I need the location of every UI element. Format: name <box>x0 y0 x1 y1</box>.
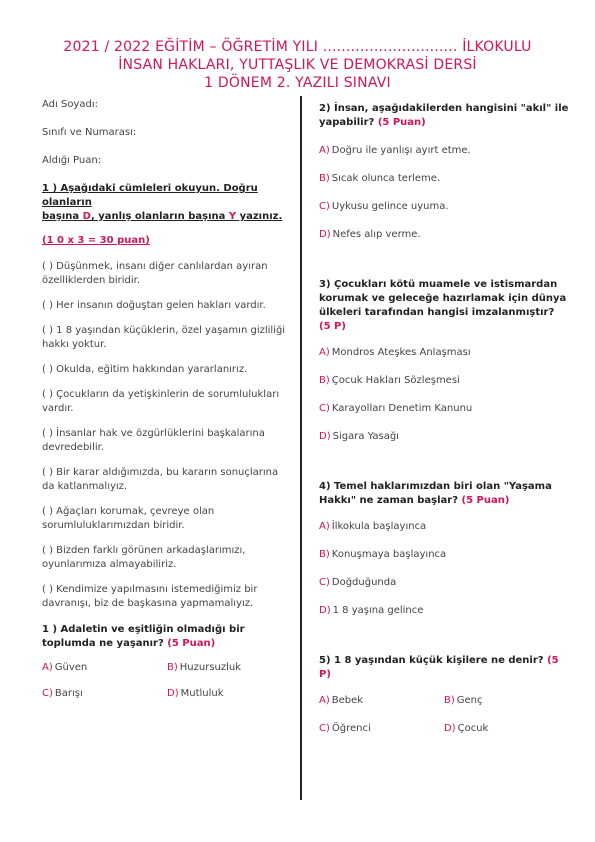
option-text: 1 8 yaşına gelince <box>332 605 424 616</box>
tf-item-5: ( ) Çocukların da yetişkinlerin de sorumlulukları vardır. <box>42 389 280 414</box>
option-letter: D) <box>319 431 331 442</box>
q3-option-b[interactable] <box>319 374 569 388</box>
tf-item-4: ( ) Okulda, eğitim hakkından yararlanırız. <box>42 364 248 375</box>
instruction-b2: , yanlış olanların başına <box>90 211 229 222</box>
option-letter: D) <box>319 229 331 240</box>
option-letter: C) <box>319 577 330 588</box>
q4-option-b[interactable] <box>319 548 569 562</box>
q5-option-d[interactable] <box>444 722 569 736</box>
option-text: Güven <box>54 662 88 673</box>
option-text: Genç <box>456 695 483 706</box>
option-letter: B) <box>319 375 330 386</box>
q5-option-b[interactable] <box>444 694 569 708</box>
question-3-points: (5 P) <box>319 321 346 332</box>
q4-option-d[interactable] <box>319 604 569 618</box>
header-exam: 1 DÖNEM 2. YAZILI SINAVI <box>204 75 391 91</box>
instruction-b1: başına <box>42 211 83 222</box>
q5-options-row2 <box>319 722 569 736</box>
option-letter: B) <box>167 662 178 673</box>
instruction-y: Y <box>228 211 237 222</box>
question-4-text: 4) Temel haklarımızdan biri olan "Yaşama Hakkı" ne zaman başlar? <box>319 481 552 506</box>
question-left-text: 1 ) Adaletin ve eşitliğin olmadığı bir toplumda ne yaşanır? <box>42 624 245 649</box>
question-2-text: 2) İnsan, aşağıdakilerden hangisini "akıl" ile yapabilir? <box>319 103 569 128</box>
question-3-title <box>319 278 569 334</box>
option-text: Huzursuzluk <box>179 662 242 673</box>
question-left-options-row1 <box>42 661 292 675</box>
option-text: Doğru ile yanlışı ayırt etme. <box>331 145 471 156</box>
option-c[interactable] <box>42 687 167 701</box>
option-a[interactable] <box>42 661 167 675</box>
q3-option-a[interactable] <box>319 346 569 360</box>
option-b[interactable] <box>167 661 292 675</box>
option-text: Mutluluk <box>180 688 224 699</box>
option-letter: D) <box>167 688 179 699</box>
q2-option-b[interactable] <box>319 172 569 186</box>
column-divider <box>300 96 302 800</box>
exam-header <box>0 38 595 92</box>
tf-item-8: ( ) Ağaçları korumak, çevreye olan sorumluluklarımızdan biridir. <box>42 506 215 531</box>
instruction-d: D <box>82 211 91 222</box>
option-text: Nefes alıp verme. <box>332 229 421 240</box>
question-5-points: (5 P) <box>319 655 559 680</box>
option-text: Mondros Ateşkes Anlaşması <box>331 347 471 358</box>
question-2-points: (5 Puan) <box>377 117 426 128</box>
option-letter: C) <box>319 723 330 734</box>
option-text: Çocuk Hakları Sözleşmesi <box>331 375 460 386</box>
tf-item-2: ( ) Her insanın doğuştan gelen hakları vardır. <box>42 300 266 311</box>
header-course: İNSAN HAKLARI, YUTTAŞLIK VE DEMOKRASİ DERSİ <box>118 57 477 73</box>
question-3-text: 3) Çocukları kötü muamele ve istismardan korumak ve geleceğe hazırlamak için dünya ülkeleri tarafından hangisi imzalanmıştır? <box>319 279 567 318</box>
option-text: Konuşmaya başlayınca <box>331 549 447 560</box>
option-letter: A) <box>319 145 330 156</box>
tf-item-9: ( ) Bizden farklı görünen arkadaşlarımızı, oyunlarımıza almayabiliriz. <box>42 545 246 570</box>
header-school-year: 2021 / 2022 EĞİTİM – ÖĞRETİM YILI ............................. İLKOKULU <box>63 39 532 55</box>
section1-points: (1 0 x 3 = 30 puan) <box>42 235 150 246</box>
option-text: Sigara Yasağı <box>332 431 399 442</box>
option-text: Çocuk <box>457 723 489 734</box>
right-column <box>319 98 569 736</box>
option-text: Sıcak olunca terleme. <box>331 173 441 184</box>
question-2-title <box>319 102 569 130</box>
instruction-b3: yazınız. <box>236 211 283 222</box>
question-left-options-row2 <box>42 687 292 701</box>
tf-item-1: ( ) Düşünmek, insanı diğer canlılardan ayıran özelliklerden biridir. <box>42 261 268 286</box>
option-letter: B) <box>319 549 330 560</box>
question-4-title <box>319 480 569 508</box>
section1-instruction <box>42 182 292 224</box>
q5-option-c[interactable] <box>319 722 444 736</box>
option-d[interactable] <box>167 687 292 701</box>
tf-item-7: ( ) Bir karar aldığımızda, bu kararın sonuçlarına da katlanmalıyız. <box>42 467 279 492</box>
option-text: Uykusu gelince uyuma. <box>331 201 449 212</box>
option-letter: A) <box>42 662 53 673</box>
student-score-label: Aldığı Puan: <box>42 155 102 166</box>
option-letter: B) <box>319 173 330 184</box>
instruction-line-a: 1 ) Aşağıdaki cümleleri okuyun. Doğru olanların <box>42 183 258 208</box>
option-text: Bebek <box>331 695 364 706</box>
instruction-line-b <box>42 210 292 224</box>
option-letter: D) <box>444 723 456 734</box>
option-letter: A) <box>319 347 330 358</box>
option-letter: A) <box>319 521 330 532</box>
question-left-title <box>42 623 292 651</box>
question-4-points: (5 Puan) <box>461 495 510 506</box>
question-left-points: (5 Puan) <box>167 638 216 649</box>
q3-option-d[interactable] <box>319 430 569 444</box>
student-name-label: Adı Soyadı: <box>42 99 98 110</box>
option-letter: C) <box>319 201 330 212</box>
tf-item-6: ( ) İnsanlar hak ve özgürlüklerini başkalarına devredebilir. <box>42 428 265 453</box>
option-letter: C) <box>319 403 330 414</box>
question-5-title <box>319 654 569 682</box>
option-text: Doğduğunda <box>331 577 397 588</box>
q5-option-a[interactable] <box>319 694 444 708</box>
left-column <box>42 98 292 701</box>
option-text: Öğrenci <box>331 723 371 734</box>
option-letter: C) <box>42 688 53 699</box>
q4-option-a[interactable] <box>319 520 569 534</box>
q3-option-c[interactable] <box>319 402 569 416</box>
option-text: Karayolları Denetim Kanunu <box>331 403 473 414</box>
option-text: Barışı <box>54 688 83 699</box>
option-text: İlkokula başlayınca <box>331 521 427 532</box>
student-class-label: Sınıfı ve Numarası: <box>42 127 137 138</box>
tf-item-3: ( ) 1 8 yaşından küçüklerin, özel yaşamın gizliliği hakkı yoktur. <box>42 325 286 350</box>
option-letter: A) <box>319 695 330 706</box>
option-letter: D) <box>319 605 331 616</box>
option-letter: B) <box>444 695 455 706</box>
q2-option-c[interactable] <box>319 200 569 214</box>
q2-option-d[interactable] <box>319 228 569 242</box>
q2-option-a[interactable] <box>319 144 569 158</box>
q4-option-c[interactable] <box>319 576 569 590</box>
question-5-text: 5) 1 8 yaşından küçük kişilere ne denir? <box>319 655 548 666</box>
tf-item-10: ( ) Kendimize yapılmasını istemediğimiz bir davranışı, biz de başkasına yapmamalıyız. <box>42 584 258 609</box>
q5-options-row1 <box>319 694 569 708</box>
